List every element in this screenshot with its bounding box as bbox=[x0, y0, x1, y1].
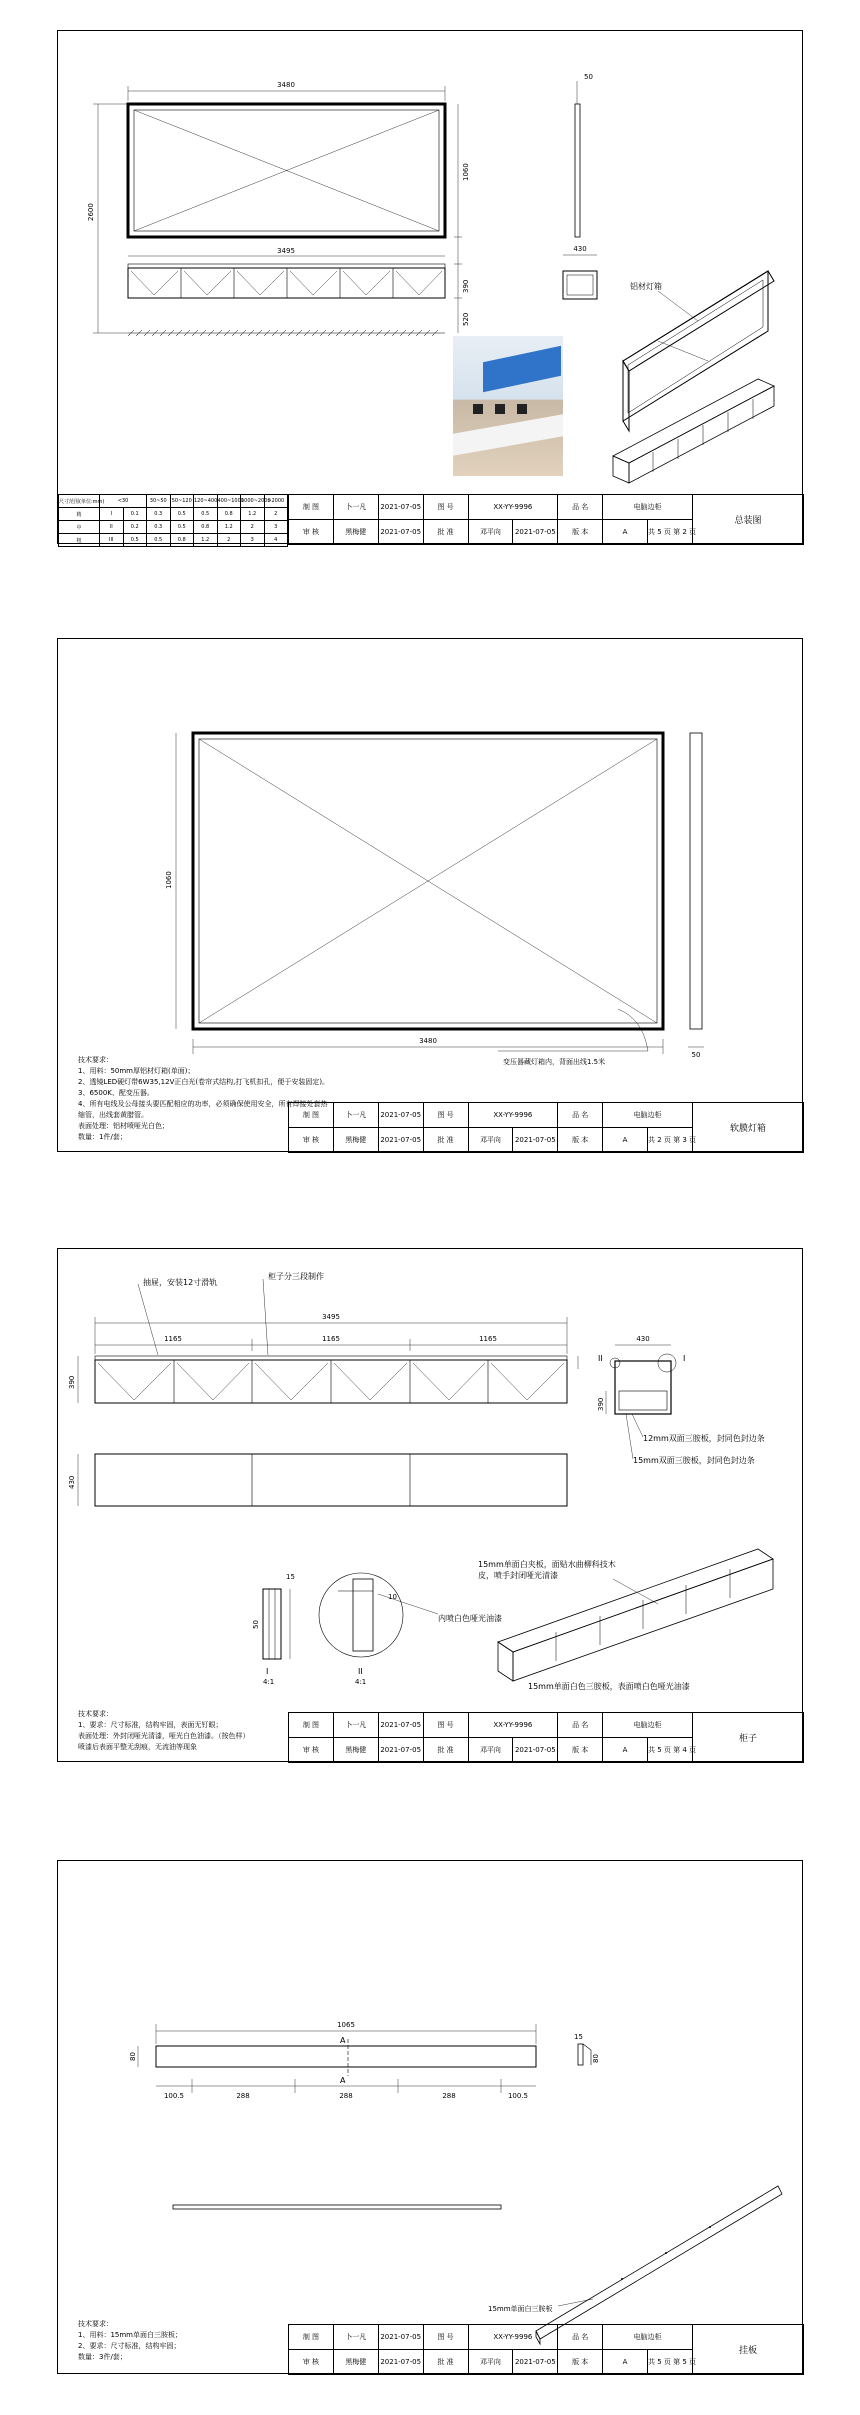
dim-side-depth: 430 bbox=[573, 245, 587, 253]
note-line: 技术要求： bbox=[78, 2320, 113, 2328]
dim-segment: 1165 bbox=[164, 1335, 182, 1343]
photo-sign bbox=[483, 346, 561, 393]
tb-label: 审 核 bbox=[289, 1738, 334, 1763]
tol-cell: 0.5 bbox=[123, 534, 147, 547]
tol-cell: 0.5 bbox=[170, 508, 194, 521]
tb-label: 品 名 bbox=[558, 1713, 603, 1738]
tol-header: <30 bbox=[100, 495, 147, 508]
title-block bbox=[288, 1102, 804, 1153]
tb-date: 2021-07-05 bbox=[378, 520, 423, 545]
tol-cell: 1.2 bbox=[241, 508, 265, 521]
tb-label: 图 号 bbox=[423, 1103, 468, 1128]
note-line: 3、6500K、配变压器。 bbox=[78, 1089, 154, 1097]
tb-page: 共 5 页 第 5 页 bbox=[648, 2350, 693, 2375]
tb-date: 2021-07-05 bbox=[378, 1713, 423, 1738]
tb-label: 审 核 bbox=[289, 2350, 334, 2375]
tb-value: 卜一凡 bbox=[333, 1713, 378, 1738]
dim-height: 1060 bbox=[165, 871, 173, 889]
dim-side-height: 390 bbox=[597, 1397, 605, 1411]
title-block bbox=[288, 494, 804, 545]
tol-cell: III bbox=[100, 534, 124, 547]
dim-width: 3480 bbox=[419, 1037, 437, 1045]
tol-cell: 0.3 bbox=[147, 521, 171, 534]
section-marker: A bbox=[340, 2076, 346, 2085]
tb-date: 2021-07-05 bbox=[378, 1103, 423, 1128]
note-line: 表面处理：外封闭哑光清漆，哑光白色油漆。（按色样） bbox=[78, 1732, 250, 1740]
tb-label: 批 准 bbox=[423, 1128, 468, 1153]
tb-page: 共 2 页 第 3 页 bbox=[648, 1128, 693, 1153]
tb-label: 图 号 bbox=[423, 495, 468, 520]
tb-date: 2021-07-05 bbox=[513, 1128, 558, 1153]
callout-inner-paint: 内喷白色哑光油漆 bbox=[438, 1614, 502, 1623]
tb-date: 2021-07-05 bbox=[513, 1738, 558, 1763]
tol-cell: 0.5 bbox=[170, 521, 194, 534]
tb-product-name: 电脑边柜 bbox=[603, 1103, 693, 1128]
drawing-sheet-hanging-board bbox=[57, 1860, 803, 2374]
assembly-drawing bbox=[58, 31, 804, 545]
callout-15mm: 15mm双面三胺板，封同色封边条 bbox=[633, 1456, 755, 1465]
tb-value: 卜一凡 bbox=[333, 2325, 378, 2350]
note-line: 表面处理：铝材喷哑光白色； bbox=[78, 1122, 169, 1130]
callout-veneer: 15mm单面白夹板，面贴水曲柳科技木皮，喷手封闭哑光清漆 bbox=[478, 1560, 616, 1580]
tb-date: 2021-07-05 bbox=[378, 1738, 423, 1763]
tb-product-name: 电脑边柜 bbox=[603, 2325, 693, 2350]
tol-cell: 2 bbox=[217, 534, 241, 547]
note-line: 2、透镜LED硬灯带6W35,12V正白光(卷帘式结构,打飞机扣孔，便于安装固定)。 bbox=[78, 1078, 330, 1086]
dim-bottom: 288 bbox=[236, 2092, 250, 2100]
tb-value: 卜一凡 bbox=[333, 1103, 378, 1128]
detail-scale: 4:1 bbox=[355, 1678, 367, 1686]
tb-label: 版 本 bbox=[558, 1738, 603, 1763]
tol-header: 30~50 bbox=[147, 495, 171, 508]
tb-label: 品 名 bbox=[558, 495, 603, 520]
tol-header: >2000 bbox=[264, 495, 288, 508]
tb-label: 制 图 bbox=[289, 1103, 334, 1128]
dim-bottom: 100.5 bbox=[163, 2092, 185, 2100]
tol-header: 120~400 bbox=[194, 495, 218, 508]
dim-cabinet-height: 390 bbox=[462, 279, 470, 293]
tb-drawing-number: XX-YY-9996 bbox=[468, 1103, 558, 1128]
dim-width: 1065 bbox=[337, 2021, 355, 2029]
tol-header: 尺寸范围(单位:mm) bbox=[59, 495, 100, 508]
tb-value: A bbox=[603, 2350, 648, 2375]
tb-value: A bbox=[603, 1128, 648, 1153]
tol-cell: 3 bbox=[264, 521, 288, 534]
tol-cell: 0.5 bbox=[147, 534, 171, 547]
dim-bottom: 288 bbox=[339, 2092, 353, 2100]
tol-cell: 4 bbox=[264, 534, 288, 547]
tb-label: 制 图 bbox=[289, 2325, 334, 2350]
tol-cell: 0.2 bbox=[123, 521, 147, 534]
tol-header: 1000~2000 bbox=[241, 495, 265, 508]
marker-i: I bbox=[683, 1354, 686, 1363]
dim-depth: 430 bbox=[68, 1475, 76, 1489]
drawing-sheet-assembly bbox=[57, 30, 803, 544]
tb-value: 邓平向 bbox=[468, 1738, 513, 1763]
tb-label: 版 本 bbox=[558, 520, 603, 545]
callout-sections: 柜子分三段制作 bbox=[268, 1272, 324, 1281]
technical-notes bbox=[78, 2319, 182, 2363]
note-line: 1、用料：15mm单面白三胺板； bbox=[78, 2331, 182, 2339]
tb-page: 共 5 页 第 2 页 bbox=[648, 520, 693, 545]
tol-cell: II bbox=[100, 521, 124, 534]
dim-depth: 50 bbox=[691, 1051, 701, 1059]
tol-cell: 1.2 bbox=[194, 534, 218, 547]
tb-value: 邓平向 bbox=[468, 1128, 513, 1153]
technical-notes bbox=[78, 1709, 250, 1753]
dim-side-width: 15 bbox=[574, 2033, 583, 2041]
hanging-board-drawing bbox=[58, 1861, 804, 2375]
tb-value: A bbox=[603, 520, 648, 545]
tol-cell: 0.5 bbox=[194, 508, 218, 521]
section-marker: A bbox=[340, 2036, 346, 2045]
tb-sheet-title: 软膜灯箱 bbox=[693, 1103, 804, 1153]
callout-lightbox: 铝材灯箱 bbox=[630, 282, 662, 291]
tol-cell: 0.8 bbox=[194, 521, 218, 534]
note-line: 技术要求： bbox=[78, 1710, 113, 1718]
detail-scale: 4:1 bbox=[263, 1678, 275, 1686]
detail-label-i: I bbox=[266, 1667, 269, 1676]
tol-cell: 0.8 bbox=[170, 534, 194, 547]
tb-value: 黑梅健 bbox=[333, 2350, 378, 2375]
callout-drawer: 抽屉，安装12寸滑轨 bbox=[143, 1278, 218, 1287]
reference-photo bbox=[453, 336, 563, 476]
note-line: 数量：1件/套； bbox=[78, 1133, 127, 1141]
tol-header: 400~1000 bbox=[217, 495, 241, 508]
dim-bottom: 288 bbox=[442, 2092, 456, 2100]
dim-side-height: 80 bbox=[592, 2054, 600, 2063]
tb-label: 图 号 bbox=[423, 2325, 468, 2350]
tb-date: 2021-07-05 bbox=[378, 495, 423, 520]
tb-sheet-title: 总装图 bbox=[693, 495, 804, 545]
dim-bottom: 100.5 bbox=[507, 2092, 529, 2100]
photo-monitor bbox=[495, 404, 505, 414]
tol-cell: 粗 bbox=[59, 534, 100, 547]
tb-value: 卜一凡 bbox=[333, 495, 378, 520]
tb-value: 邓平向 bbox=[468, 2350, 513, 2375]
tb-label: 批 准 bbox=[423, 2350, 468, 2375]
dim-gap: 520 bbox=[462, 312, 470, 326]
tb-label: 图 号 bbox=[423, 1713, 468, 1738]
tb-label: 版 本 bbox=[558, 2350, 603, 2375]
tb-label: 制 图 bbox=[289, 495, 334, 520]
tb-sheet-title: 柜子 bbox=[693, 1713, 804, 1763]
dim-detail-2: 10 bbox=[388, 1593, 397, 1601]
dim-height: 80 bbox=[129, 2052, 137, 2061]
tb-label: 批 准 bbox=[423, 1738, 468, 1763]
photo-monitor bbox=[517, 404, 527, 414]
photo-monitor bbox=[473, 404, 483, 414]
tb-label: 版 本 bbox=[558, 1128, 603, 1153]
tolerance-table bbox=[58, 494, 288, 547]
dim-detail-w: 15 bbox=[286, 1573, 295, 1581]
tb-value: 黑梅健 bbox=[333, 1738, 378, 1763]
tol-cell: 1.2 bbox=[217, 521, 241, 534]
tb-label: 品 名 bbox=[558, 2325, 603, 2350]
note-line: 缩管，出线套黄腊管。 bbox=[78, 1111, 148, 1119]
tol-cell: 0.3 bbox=[147, 508, 171, 521]
tb-product-name: 电脑边柜 bbox=[603, 1713, 693, 1738]
dim-width: 3480 bbox=[277, 81, 295, 89]
tb-value: 邓平向 bbox=[468, 520, 513, 545]
tol-header: 50~120 bbox=[170, 495, 194, 508]
drawing-sheet-lightbox bbox=[57, 638, 803, 1152]
tb-sheet-title: 挂板 bbox=[693, 2325, 804, 2375]
tol-cell: 中 bbox=[59, 521, 100, 534]
note-line: 4、所有电线及公母接头要匹配相应的功率，必须确保使用安全，所有焊接处套热 bbox=[78, 1100, 328, 1108]
note-line: 1、用料：50mm厚铝材灯箱(单面)； bbox=[78, 1067, 195, 1075]
tb-drawing-number: XX-YY-9996 bbox=[468, 2325, 558, 2350]
callout-transformer: 变压器藏灯箱内，背面出线1.5米 bbox=[503, 1058, 606, 1066]
tol-cell: I bbox=[100, 508, 124, 521]
tol-cell: 0.1 bbox=[123, 508, 147, 521]
tol-cell: 精 bbox=[59, 508, 100, 521]
tb-label: 审 核 bbox=[289, 1128, 334, 1153]
dim-segment: 1165 bbox=[479, 1335, 497, 1343]
dim-height: 390 bbox=[68, 1375, 76, 1389]
detail-label-ii: II bbox=[358, 1667, 363, 1676]
dim-height: 2600 bbox=[87, 203, 95, 221]
tol-cell: 2 bbox=[241, 521, 265, 534]
tb-label: 批 准 bbox=[423, 520, 468, 545]
note-line: 喷漆后表面平整无刮痕，无流油等现象 bbox=[78, 1743, 197, 1751]
dim-segment: 1165 bbox=[322, 1335, 340, 1343]
note-line: 数量：3件/套； bbox=[78, 2353, 127, 2361]
tb-date: 2021-07-05 bbox=[378, 2325, 423, 2350]
tb-label: 审 核 bbox=[289, 520, 334, 545]
tb-value: A bbox=[603, 1738, 648, 1763]
cabinet-drawing bbox=[58, 1249, 804, 1763]
note-line: 技术要求： bbox=[78, 1056, 113, 1064]
tb-value: 黑梅健 bbox=[333, 520, 378, 545]
callout-12mm: 12mm双面三胺板，封同色封边条 bbox=[643, 1434, 765, 1443]
tb-value: 黑梅健 bbox=[333, 1128, 378, 1153]
note-line: 2、要求：尺寸标准，结构牢固； bbox=[78, 2342, 181, 2350]
marker-ii: II bbox=[598, 1354, 603, 1363]
tol-cell: 3 bbox=[241, 534, 265, 547]
tb-date: 2021-07-05 bbox=[513, 2350, 558, 2375]
tb-date: 2021-07-05 bbox=[513, 520, 558, 545]
dim-side-width: 50 bbox=[584, 73, 593, 81]
tb-product-name: 电脑边柜 bbox=[603, 495, 693, 520]
tb-date: 2021-07-05 bbox=[378, 2350, 423, 2375]
drawing-sheet-cabinet bbox=[57, 1248, 803, 1762]
callout-white-board: 15mm单面白色三胺板，表面喷白色哑光油漆 bbox=[528, 1682, 690, 1691]
tb-drawing-number: XX-YY-9996 bbox=[468, 495, 558, 520]
tb-date: 2021-07-05 bbox=[378, 1128, 423, 1153]
dim-total: 3495 bbox=[322, 1313, 340, 1321]
note-line: 1、要求：尺寸标准，结构牢固，表面无钉眼； bbox=[78, 1721, 223, 1729]
tol-cell: 0.8 bbox=[217, 508, 241, 521]
tol-cell: 2 bbox=[264, 508, 288, 521]
dim-side-width: 430 bbox=[636, 1335, 650, 1343]
tb-label: 品 名 bbox=[558, 1103, 603, 1128]
dim-cabinet-width: 3495 bbox=[277, 247, 295, 255]
tb-label: 制 图 bbox=[289, 1713, 334, 1738]
callout-material: 15mm单面白三胺板 bbox=[488, 2305, 553, 2313]
dim-lightbox-height: 1060 bbox=[462, 163, 470, 181]
dim-detail-h: 50 bbox=[252, 1620, 260, 1629]
tb-page: 共 5 页 第 4 页 bbox=[648, 1738, 693, 1763]
photo-desk bbox=[453, 414, 563, 455]
title-block bbox=[288, 1712, 804, 1763]
tb-drawing-number: XX-YY-9996 bbox=[468, 1713, 558, 1738]
title-block bbox=[288, 2324, 804, 2375]
